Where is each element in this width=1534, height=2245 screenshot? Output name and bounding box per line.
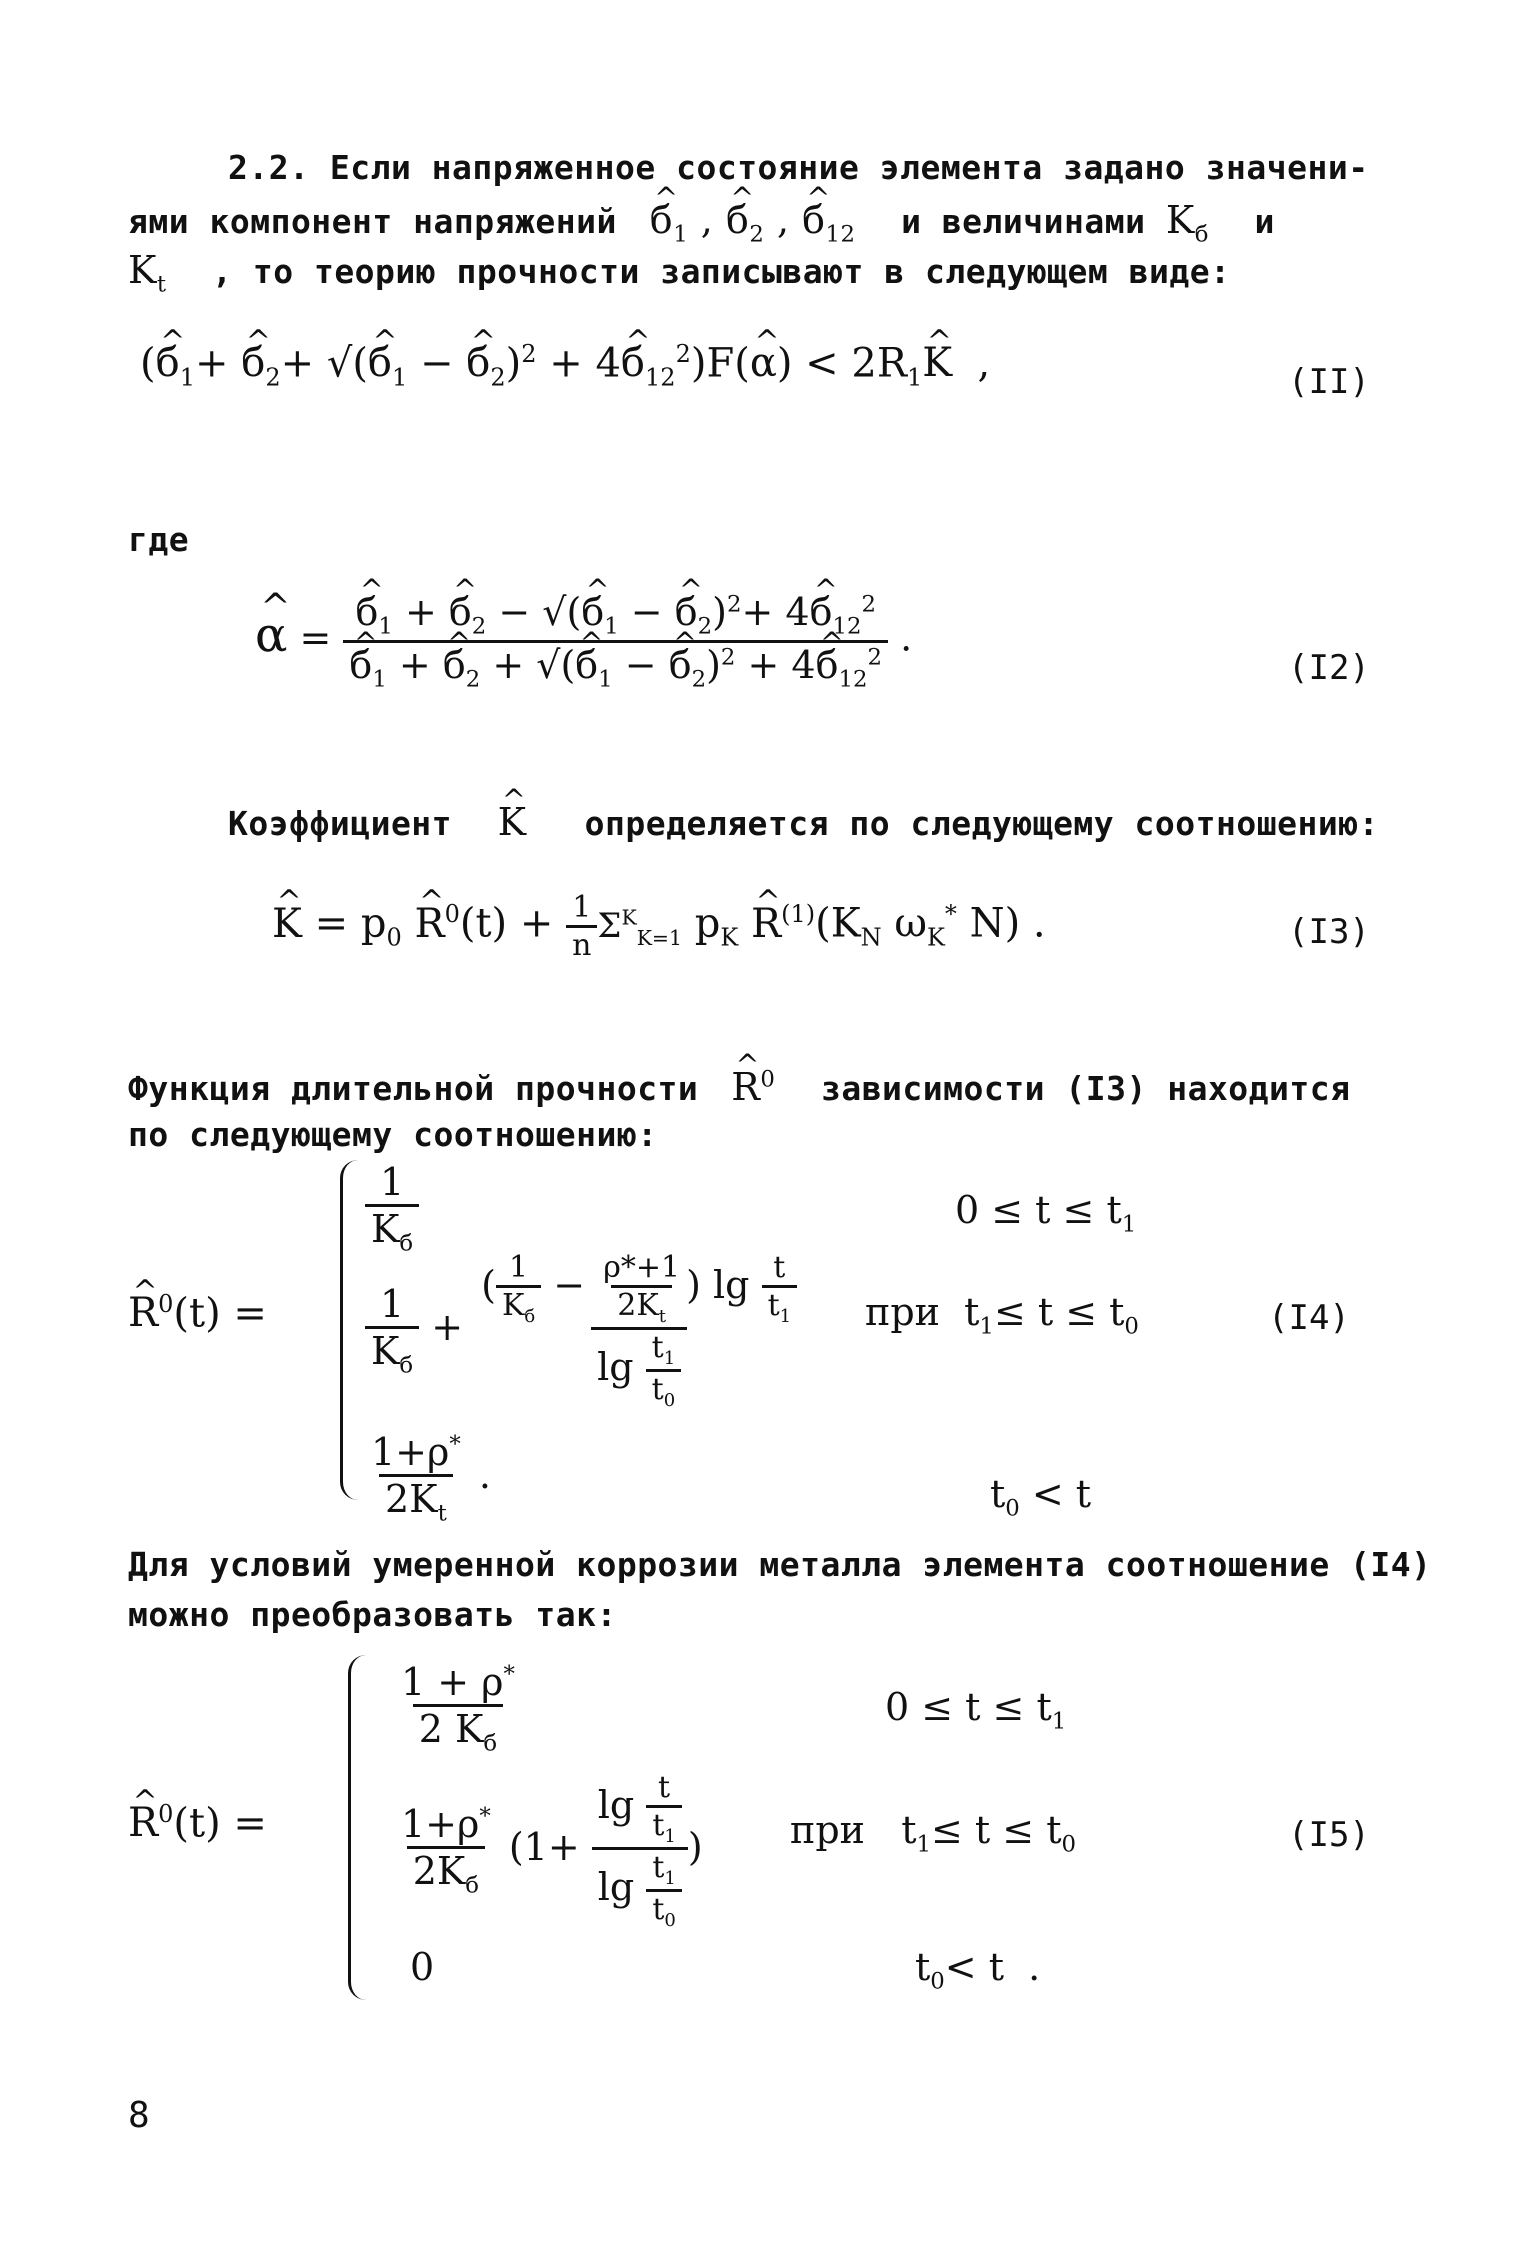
equation-15-cond-1: $0 \le t \le t_1$ [885,1685,1067,1735]
equation-13: ^ $K = p_0$ ^ $R^0(t)$ + $\frac{1}{n}$ $\Sigma^K_{K=1}$ $p_K$ ^ $R^{(1)}(K_N$ $\omega_K^*$ N) . [272,890,1046,963]
paragraph-text: можно преобразовать так: [128,1595,617,1634]
equation-14-case-1: $\frac{1}{K_б}$ [365,1160,419,1257]
equation-12: ^ α = ^ $б_1$ + ^ $б_2$ − √(^ $б_1$ − ^ $б_2)^2+$ 4^ $б_{12}^2$ ^ $б_1$ + ^ $б_2$ + √(^ $б_1$ − ^ $б_2)^2$ + 4^ $б_{12}^2$ . [255,590,912,692]
equation-15-case-1: $\frac{1 + \rho^*}{2 K_б}$ [401,1660,515,1757]
paragraph-text: и [1254,202,1275,241]
inline-math: ^ K [472,800,564,844]
paragraph-line [128,248,1231,298]
equation-number: (I3) [1288,912,1370,952]
condition-word: при [865,1290,940,1334]
inline-math: $K_t$ [128,248,167,298]
equation-15-cond-3: $t_0< t$ . [915,1945,1041,1995]
equation-14-cond-2: при $t_1\le t \le t_0$ [865,1290,1139,1340]
equation-11: (^ $б_1+$ ^ $б_2+$ √(^ $б_1$ − ^ $б_2)^2$ + 4^ $б_{12}^2)F(\^{}$ $\alpha) < 2R_1\^{}$ K , [140,340,990,391]
paragraph-text: ями компонент напряжений [128,202,617,241]
paragraph-line [128,1065,1351,1109]
equation-15-case-3: 0 [410,1945,435,1989]
equation-14-lhs: ^ $R^0(t)$ = [128,1290,267,1336]
paragraph-text: Коэффициент [228,804,453,843]
equation-14-case-3: $\frac{1+\rho^*}{2K_t}$ . [371,1430,491,1527]
page-number: 8 [128,2095,150,2136]
equation-number: (I4) [1268,1298,1350,1338]
paragraph-text: по следующему соотношению: [128,1115,658,1154]
equation-14-case-2: $\frac{1}{K_б}$ + ( $\frac{1}{K_б}$ − $\frac{\rho*+1}{2K_t}$ ) lg $\frac{t}{t_1}$ lg $\frac{t_1}{t_0}$ [365,1250,803,1411]
inline-math: ^ $R^0$ [719,1065,801,1109]
equation-14-brace [340,1160,363,1500]
paragraph-text: Функция длительной прочности [128,1069,699,1108]
equation-number: (I5) [1288,1815,1370,1855]
equation-14-cond-3: $t_0 < t$ [990,1472,1092,1522]
equation-15-cond-2: при $t_1\le t \le t_0$ [790,1808,1076,1858]
paragraph-line [128,198,1275,248]
equation-number: (II) [1288,362,1370,402]
condition-word: при [790,1808,865,1852]
paragraph-line: 2.2. Если напряженное состояние элемента задано значени- [228,148,1369,187]
equation-15-brace [348,1655,371,2000]
paragraph-text: где [128,520,190,559]
paragraph-text: Для условий умеренной коррозии металла элемента соотношение (I4) [128,1545,1432,1584]
inline-math: $K_б$ [1165,198,1209,248]
equation-15-lhs: ^ $R^0(t)$ = [128,1800,267,1846]
inline-math: ^ $б_1$ , ^ $б_2$ , ^ $б_{12}$ [637,198,880,242]
paragraph-text: и величинами [901,202,1146,241]
equation-fraction: ^ $б_1$ + ^ $б_2$ − √(^ $б_1$ − ^ $б_2)^2+$ 4^ $б_{12}^2$ ^ $б_1$ + ^ $б_2$ + √(^ $б_1$ − ^ $б_2)^2$ + 4^ $б_{12}^2$ [343,590,888,692]
equation-15-case-2: $\frac{1+\rho^*}{2K_б}$ (1+ lg $\frac{t}{t_1}$ lg $\frac{t_1}{t_0}$ ) [401,1770,703,1931]
equation-number: (I2) [1288,648,1370,688]
paragraph-text: , то теорию прочности записывают в следующем виде: [212,252,1231,291]
paragraph-text: зависимости (I3) находится [820,1069,1351,1108]
equation-14-cond-1: $0 \le t \le t_1$ [955,1188,1137,1238]
paragraph-line [228,800,1379,844]
paragraph-text: определяется по следующему соотношению: [584,804,1379,843]
